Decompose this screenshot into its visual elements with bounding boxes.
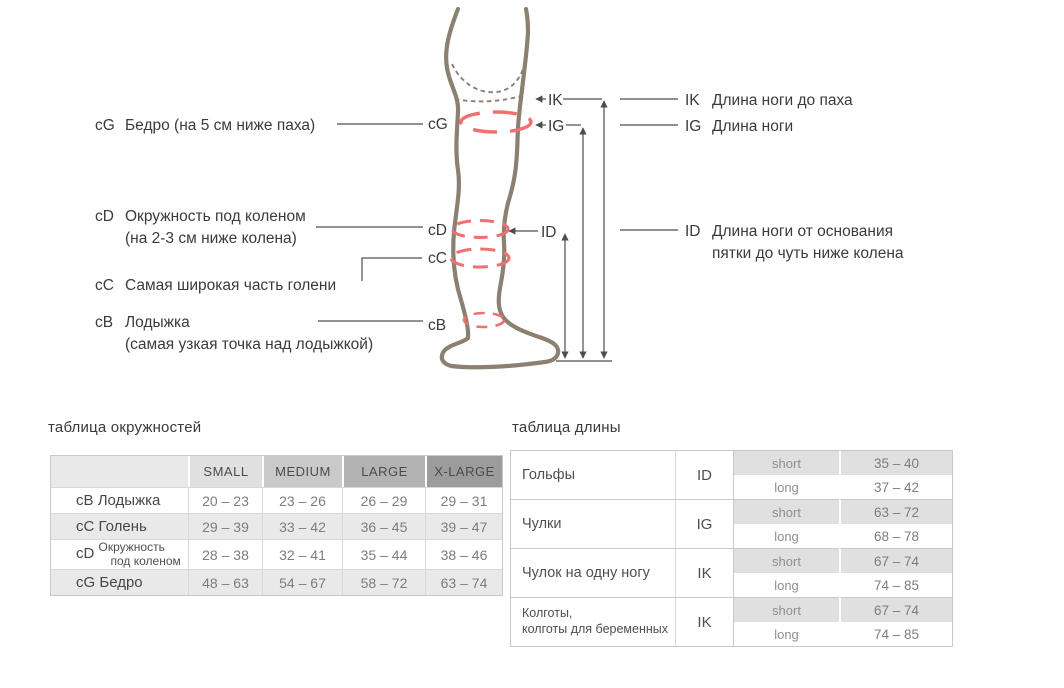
- IK-legend-code: IK: [685, 92, 700, 109]
- IG-legend-description: Длина ноги: [712, 118, 794, 135]
- stocking-top-straight-dashed-line: [455, 96, 521, 101]
- empty-header-cell: [51, 456, 188, 487]
- length-measure-lines: [509, 99, 678, 361]
- range-cell: 29 – 31: [425, 487, 502, 513]
- range-cell: 67 – 74: [839, 548, 952, 573]
- range-cell: 48 – 63: [188, 569, 262, 595]
- cC-code-label: cC: [95, 277, 114, 294]
- IG-legend-code: IG: [685, 118, 702, 135]
- size-variant-cell: short: [733, 499, 839, 524]
- size-variant-cell: long: [733, 475, 839, 499]
- size-column-header-xlarge: X-LARGE: [425, 456, 502, 487]
- range-cell: 37 – 42: [839, 475, 952, 499]
- cB-code-label: cB: [95, 314, 114, 331]
- product-name: Чулок на одну ногу: [522, 564, 650, 581]
- range-cell: 32 – 41: [262, 539, 342, 569]
- measure-code: cC: [76, 517, 95, 535]
- range-cell: 35 – 44: [342, 539, 425, 569]
- range-cell: 68 – 78: [839, 524, 952, 548]
- leg-outline: [442, 9, 558, 367]
- size-variant-cell: long: [733, 573, 839, 597]
- length-table: [510, 450, 953, 647]
- range-cell: 38 – 46: [425, 539, 502, 569]
- cC-circumference-marker: [451, 249, 509, 267]
- table-row-cG: [51, 569, 502, 595]
- range-cell: 33 – 42: [262, 513, 342, 539]
- measure-name: Лодыжка: [97, 491, 161, 509]
- table-row-chulok-short: [511, 548, 952, 573]
- size-variant-cell: short: [733, 451, 839, 475]
- table-row-golfy-short: [511, 451, 952, 475]
- size-variant-cell: long: [733, 524, 839, 548]
- size-column-header-large: LARGE: [342, 456, 425, 487]
- product-name-line2: колготы для беременных: [522, 622, 669, 636]
- size-variant-cell: long: [733, 622, 839, 646]
- ID-legend-code: ID: [685, 223, 701, 240]
- cC-leader-elbow-line: [362, 258, 422, 281]
- length-code-cell: ID: [675, 451, 733, 499]
- cD-description-line2: (на 2-3 см ниже колена): [125, 230, 297, 247]
- range-cell: 28 – 38: [188, 539, 262, 569]
- measure-label-cell: [51, 539, 188, 569]
- table-row-cD: [51, 539, 502, 569]
- cD-code-label: cD: [95, 208, 114, 225]
- range-cell: 23 – 26: [262, 487, 342, 513]
- measure-label-cell: [51, 487, 188, 513]
- measure-name: Бедро: [99, 573, 143, 591]
- ID-legend-description-line2: пятки до чуть ниже колена: [712, 245, 904, 262]
- circumference-table-title: таблица окружностей: [48, 419, 202, 436]
- range-cell: 58 – 72: [342, 569, 425, 595]
- range-cell: 63 – 72: [839, 499, 952, 524]
- range-cell: 67 – 74: [839, 597, 952, 622]
- cG-leg-code: cG: [428, 116, 448, 133]
- product-name: Колготы,: [522, 606, 573, 621]
- length-table-title: таблица длины: [512, 419, 621, 436]
- cG-code-label: cG: [95, 117, 115, 134]
- size-variant-cell: short: [733, 597, 839, 622]
- ID-legend-description-line1: Длина ноги от основания: [712, 223, 894, 240]
- table-row-cB: [51, 487, 502, 513]
- table-row-cC: [51, 513, 502, 539]
- length-code-cell: IG: [675, 499, 733, 548]
- range-cell: 74 – 85: [839, 573, 952, 597]
- product-name-cell: [511, 548, 675, 597]
- range-cell: 54 – 67: [262, 569, 342, 595]
- range-cell: 35 – 40: [839, 451, 952, 475]
- table-row-kolgoty-short: [511, 597, 952, 622]
- measure-name: Окружность: [98, 540, 165, 555]
- size-column-header-small: SMALL: [188, 456, 262, 487]
- range-cell: 74 – 85: [839, 622, 952, 646]
- length-code-cell: IK: [675, 548, 733, 597]
- measure-code: cG: [76, 573, 96, 591]
- product-name-cell: [511, 499, 675, 548]
- size-variant-cell: short: [733, 548, 839, 573]
- measure-code: cB: [76, 491, 94, 509]
- length-code-cell: IK: [675, 597, 733, 646]
- IK-leg-code: IK: [548, 92, 563, 109]
- ID-leg-code: ID: [541, 224, 557, 241]
- range-cell: 20 – 23: [188, 487, 262, 513]
- cD-description-line1: Окружность под коленом: [125, 208, 306, 225]
- size-header-row: [51, 456, 502, 487]
- IK-legend-description: Длина ноги до паха: [712, 92, 853, 109]
- measure-name: Голень: [98, 517, 147, 535]
- table-row-chulki-short: [511, 499, 952, 524]
- cG-description: Бедро (на 5 см ниже паха): [125, 117, 316, 134]
- range-cell: 29 – 39: [188, 513, 262, 539]
- cC-description: Самая широкая часть голени: [125, 277, 337, 294]
- product-name: Чулки: [522, 515, 562, 532]
- cD-leg-code: cD: [428, 222, 447, 239]
- IG-leg-code: IG: [548, 118, 565, 135]
- cB-circumference-marker: [464, 313, 504, 327]
- product-name-cell: [511, 597, 675, 646]
- size-column-header-medium: MEDIUM: [262, 456, 342, 487]
- cD-circumference-marker: [452, 221, 508, 238]
- range-cell: 63 – 74: [425, 569, 502, 595]
- measure-label-cell: [51, 569, 188, 595]
- stocking-top-curve-dashed-line: [452, 64, 523, 92]
- cC-leg-code: cC: [428, 250, 447, 267]
- product-name: Гольфы: [522, 466, 575, 483]
- cB-description-line2: (самая узкая точка над лодыжкой): [125, 336, 374, 353]
- product-name-cell: [511, 451, 675, 499]
- cB-leg-code: cB: [428, 317, 447, 334]
- circumference-table: [50, 455, 503, 596]
- range-cell: 26 – 29: [342, 487, 425, 513]
- range-cell: 36 – 45: [342, 513, 425, 539]
- range-cell: 39 – 47: [425, 513, 502, 539]
- measure-name-line2: под коленом: [110, 553, 181, 568]
- measure-code: cD: [76, 545, 95, 563]
- measure-label-cell: [51, 513, 188, 539]
- cB-description-line1: Лодыжка: [125, 314, 190, 331]
